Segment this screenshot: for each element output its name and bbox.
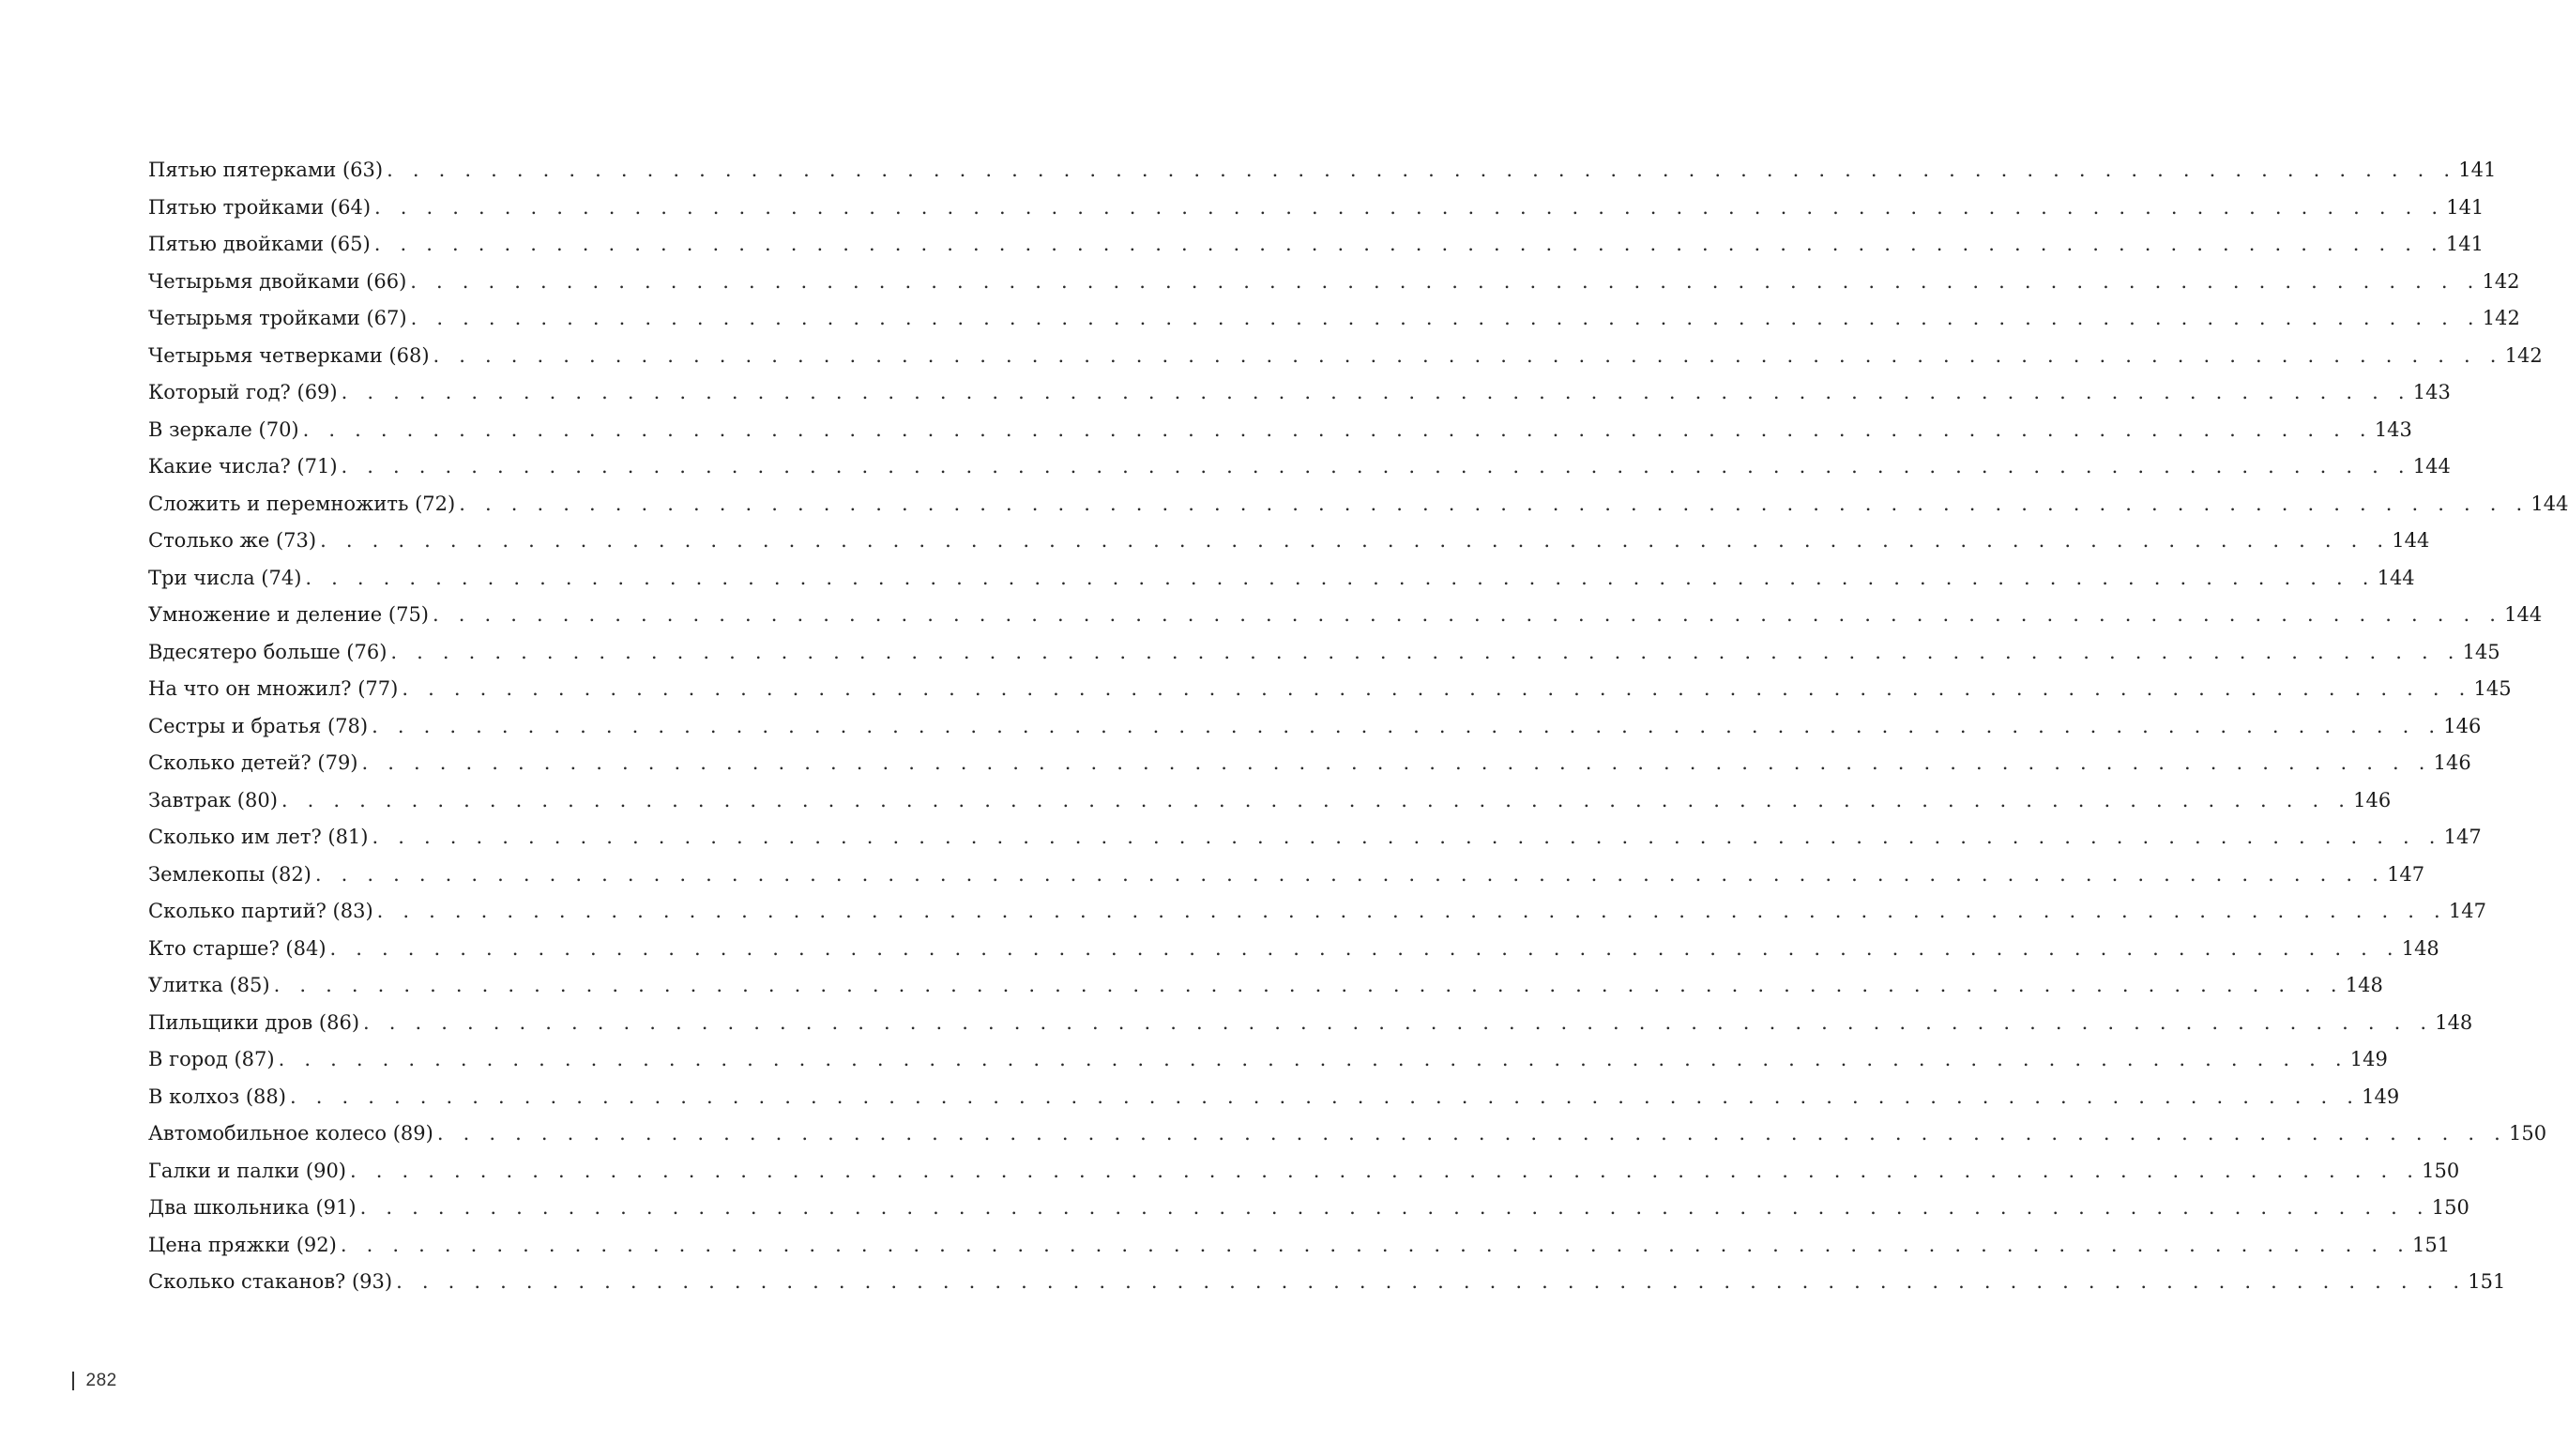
toc-entry-title: Пятью двойками (65) — [148, 233, 371, 255]
toc-entry — [148, 634, 2500, 672]
toc-entry — [148, 1227, 2451, 1265]
toc-dot-leader: . . . . . . . . . . . . . . . . . . . . . . . . . . . . . . . . . . . . . . . . . . . . . . . . . . . . . . . . . . . . . . . . . . . . . . . . . . . . . . . . — [359, 1196, 2430, 1219]
toc-entry-page: 144 — [2504, 603, 2543, 626]
toc-entry-title: В колхоз (88) — [148, 1084, 286, 1108]
toc-entry-page: 141 — [2446, 195, 2484, 219]
toc-dot-leader: . . . . . . . . . . . . . . . . . . . . . . . . . . . . . . . . . . . . . . . . . . . . . . . . . . . . . . . . . . . . . . . . . . . . . . . . . . . . . . . . — [372, 714, 2442, 737]
toc-entry-title: Автомобильное колесо (89) — [148, 1122, 433, 1145]
toc-dot-leader: . . . . . . . . . . . . . . . . . . . . . . . . . . . . . . . . . . . . . . . . . . . . . . . . . . . . . . . . . . . . . . . . . . . . . . . . . . . . . . . . — [363, 1010, 2434, 1034]
toc-entry-title: Галки и палки (90) — [148, 1159, 346, 1182]
toc-entry-title: Землекопы (82) — [148, 862, 312, 886]
toc-entry — [148, 1005, 2473, 1042]
toc-entry-page: 141 — [2445, 233, 2484, 255]
toc-entry — [148, 1153, 2460, 1191]
toc-entry-title: Четырьмя тройками (67) — [148, 307, 407, 329]
toc-dot-leader: . . . . . . . . . . . . . . . . . . . . . . . . . . . . . . . . . . . . . . . . . . . . . . . . . . . . . . . . . . . . . . . . . . . . . . . . . . . . . . . . — [281, 788, 2352, 811]
toc-entry-page: 151 — [2468, 1270, 2506, 1293]
toc-entry — [148, 967, 2383, 1005]
toc-entry-title: В город (87) — [148, 1048, 275, 1070]
toc-entry — [148, 338, 2543, 375]
toc-entry — [148, 190, 2484, 227]
toc-entry — [148, 708, 2482, 746]
toc-entry — [148, 1079, 2400, 1116]
toc-entry — [148, 782, 2392, 820]
toc-dot-leader: . . . . . . . . . . . . . . . . . . . . . . . . . . . . . . . . . . . . . . . . . . . . . . . . . . . . . . . . . . . . . . . . . . . . . . . . . . . . . . . . — [372, 826, 2442, 848]
toc-entry-page: 151 — [2412, 1233, 2451, 1256]
toc-entry — [148, 374, 2451, 412]
toc-entry-title: Сколько детей? (79) — [148, 751, 358, 774]
toc-entry-title: Четырьмя четверками (68) — [148, 343, 430, 367]
toc-entry-title: В зеркале (70) — [148, 417, 299, 441]
toc-entry-title: На что он множил? (77) — [148, 677, 399, 700]
toc-dot-leader: . . . . . . . . . . . . . . . . . . . . . . . . . . . . . . . . . . . . . . . . . . . . . . . . . . . . . . . . . . . . . . . . . . . . . . . . . . . . . . . . — [329, 936, 2400, 960]
toc-entry-page: 144 — [2392, 529, 2430, 552]
toc-entry-title: Завтрак (80) — [148, 788, 278, 811]
toc-entry-title: Который год? (69) — [148, 381, 338, 403]
toc-entry-page: 150 — [2509, 1122, 2547, 1145]
toc-entry-title: Столько же (73) — [148, 529, 317, 552]
toc-entry-page: 143 — [2374, 417, 2412, 441]
toc-entry-page: 149 — [2362, 1084, 2400, 1108]
toc-dot-leader: . . . . . . . . . . . . . . . . . . . . . . . . . . . . . . . . . . . . . . . . . . . . . . . . . . . . . . . . . . . . . . . . . . . . . . . . . . . . . . . . — [373, 233, 2444, 255]
toc-entry-title: Сколько им лет? (81) — [148, 826, 369, 848]
table-of-contents — [148, 152, 2568, 1301]
toc-entry — [148, 857, 2425, 894]
toc-entry-page: 149 — [2349, 1048, 2388, 1070]
toc-entry-page: 146 — [2443, 714, 2482, 737]
toc-entry — [148, 486, 2568, 523]
toc-dot-leader: . . . . . . . . . . . . . . . . . . . . . . . . . . . . . . . . . . . . . . . . . . . . . . . . . . . . . . . . . . . . . . . . . . . . . . . . . . . . . . . . — [396, 1270, 2467, 1293]
toc-dot-leader: . . . . . . . . . . . . . . . . . . . . . . . . . . . . . . . . . . . . . . . . . . . . . . . . . . . . . . . . . . . . . . . . . . . . . . . . . . . . . . . . — [390, 640, 2461, 663]
toc-entry-page: 147 — [2443, 826, 2482, 848]
toc-dot-leader: . . . . . . . . . . . . . . . . . . . . . . . . . . . . . . . . . . . . . . . . . . . . . . . . . . . . . . . . . . . . . . . . . . . . . . . . . . . . . . . . — [302, 417, 2373, 441]
toc-entry-page: 150 — [2422, 1159, 2460, 1182]
toc-entry-title: Умножение и деление (75) — [148, 603, 429, 626]
toc-entry-title: Три числа (74) — [148, 566, 302, 589]
toc-entry — [148, 448, 2451, 486]
toc-entry-title: Сестры и братья (78) — [148, 714, 369, 737]
toc-dot-leader: . . . . . . . . . . . . . . . . . . . . . . . . . . . . . . . . . . . . . . . . . . . . . . . . . . . . . . . . . . . . . . . . . . . . . . . . . . . . . . . . — [289, 1084, 2361, 1108]
toc-entry-title: Цена пряжки (92) — [148, 1233, 337, 1256]
toc-dot-leader: . . . . . . . . . . . . . . . . . . . . . . . . . . . . . . . . . . . . . . . . . . . . . . . . . . . . . . . . . . . . . . . . . . . . . . . . . . . . . . . . — [433, 603, 2503, 626]
toc-entry-title: Пятью пятерками (63) — [148, 159, 384, 181]
toc-dot-leader: . . . . . . . . . . . . . . . . . . . . . . . . . . . . . . . . . . . . . . . . . . . . . . . . . . . . . . . . . . . . . . . . . . . . . . . . . . . . . . . . — [402, 677, 2472, 700]
toc-entry-title: Кто старше? (84) — [148, 936, 327, 960]
toc-entry-page: 141 — [2458, 159, 2497, 181]
toc-entry-title: Четырьмя двойками (66) — [148, 269, 407, 293]
toc-dot-leader: . . . . . . . . . . . . . . . . . . . . . . . . . . . . . . . . . . . . . . . . . . . . . . . . . . . . . . . . . . . . . . . . . . . . . . . . . . . . . . . . — [459, 492, 2530, 515]
toc-entry-page: 148 — [2345, 974, 2383, 996]
toc-entry-page: 144 — [2530, 492, 2568, 515]
toc-entry-title: Улитка (85) — [148, 974, 270, 996]
toc-dot-leader: . . . . . . . . . . . . . . . . . . . . . . . . . . . . . . . . . . . . . . . . . . . . . . . . . . . . . . . . . . . . . . . . . . . . . . . . . . . . . . . . — [436, 1122, 2508, 1145]
toc-dot-leader: . . . . . . . . . . . . . . . . . . . . . . . . . . . . . . . . . . . . . . . . . . . . . . . . . . . . . . . . . . . . . . . . . . . . . . . . . . . . . . . . — [305, 566, 2376, 589]
toc-dot-leader: . . . . . . . . . . . . . . . . . . . . . . . . . . . . . . . . . . . . . . . . . . . . . . . . . . . . . . . . . . . . . . . . . . . . . . . . . . . . . . . . — [374, 195, 2445, 219]
page-footer — [72, 1369, 117, 1393]
toc-entry — [148, 1264, 2506, 1301]
toc-entry — [148, 1115, 2547, 1153]
toc-dot-leader: . . . . . . . . . . . . . . . . . . . . . . . . . . . . . . . . . . . . . . . . . . . . . . . . . . . . . . . . . . . . . . . . . . . . . . . . . . . . . . . . — [273, 974, 2344, 996]
toc-entry — [148, 226, 2484, 264]
toc-entry-page: 146 — [2433, 751, 2471, 774]
toc-entry-page: 142 — [2482, 307, 2520, 329]
toc-dot-leader: . . . . . . . . . . . . . . . . . . . . . . . . . . . . . . . . . . . . . . . . . . . . . . . . . . . . . . . . . . . . . . . . . . . . . . . . . . . . . . . . — [278, 1048, 2348, 1070]
toc-entry-title: Сколько партий? (83) — [148, 900, 373, 922]
toc-entry-page: 142 — [2504, 343, 2543, 367]
toc-entry-page: 145 — [2462, 640, 2500, 663]
toc-entry — [148, 1041, 2388, 1079]
toc-entry — [148, 412, 2412, 449]
toc-entry-page: 143 — [2412, 381, 2451, 403]
toc-entry — [148, 300, 2520, 338]
toc-dot-leader: . . . . . . . . . . . . . . . . . . . . . . . . . . . . . . . . . . . . . . . . . . . . . . . . . . . . . . . . . . . . . . . . . . . . . . . . . . . . . . . . — [433, 343, 2503, 367]
toc-entry — [148, 152, 2497, 190]
toc-entry — [148, 560, 2415, 598]
toc-entry — [148, 597, 2543, 634]
toc-entry-page: 142 — [2482, 269, 2520, 293]
toc-dot-leader: . . . . . . . . . . . . . . . . . . . . . . . . . . . . . . . . . . . . . . . . . . . . . . . . . . . . . . . . . . . . . . . . . . . . . . . . . . . . . . . . — [387, 159, 2457, 181]
toc-entry — [148, 264, 2520, 301]
toc-entry-title: Пильщики дров (86) — [148, 1010, 360, 1034]
toc-dot-leader: . . . . . . . . . . . . . . . . . . . . . . . . . . . . . . . . . . . . . . . . . . . . . . . . . . . . . . . . . . . . . . . . . . . . . . . . . . . . . . . . — [340, 1233, 2411, 1256]
toc-dot-leader: . . . . . . . . . . . . . . . . . . . . . . . . . . . . . . . . . . . . . . . . . . . . . . . . . . . . . . . . . . . . . . . . . . . . . . . . . . . . . . . . — [376, 900, 2447, 922]
toc-dot-leader: . . . . . . . . . . . . . . . . . . . . . . . . . . . . . . . . . . . . . . . . . . . . . . . . . . . . . . . . . . . . . . . . . . . . . . . . . . . . . . . . — [314, 862, 2386, 886]
toc-entry-page: 144 — [2377, 566, 2415, 589]
toc-entry-title: Вдесятеро больше (76) — [148, 640, 387, 663]
toc-entry-page: 147 — [2448, 900, 2486, 922]
toc-entry-page: 147 — [2387, 862, 2425, 886]
toc-dot-leader: . . . . . . . . . . . . . . . . . . . . . . . . . . . . . . . . . . . . . . . . . . . . . . . . . . . . . . . . . . . . . . . . . . . . . . . . . . . . . . . . — [341, 455, 2411, 478]
toc-entry — [148, 523, 2430, 560]
toc-dot-leader: . . . . . . . . . . . . . . . . . . . . . . . . . . . . . . . . . . . . . . . . . . . . . . . . . . . . . . . . . . . . . . . . . . . . . . . . . . . . . . . . — [410, 269, 2481, 293]
toc-entry-title: Два школьника (91) — [148, 1196, 357, 1219]
toc-dot-leader: . . . . . . . . . . . . . . . . . . . . . . . . . . . . . . . . . . . . . . . . . . . . . . . . . . . . . . . . . . . . . . . . . . . . . . . . . . . . . . . . — [350, 1159, 2421, 1182]
toc-entry-title: Какие числа? (71) — [148, 455, 338, 478]
toc-entry — [148, 1190, 2469, 1227]
toc-entry-title: Сколько стаканов? (93) — [148, 1270, 393, 1293]
footer-divider — [72, 1372, 74, 1390]
toc-entry — [148, 819, 2482, 857]
toc-entry-title: Сложить и перемножить (72) — [148, 492, 456, 515]
toc-entry-page: 144 — [2412, 455, 2451, 478]
page-number: 282 — [85, 1371, 117, 1390]
toc-entry-page: 148 — [2435, 1010, 2473, 1034]
toc-dot-leader: . . . . . . . . . . . . . . . . . . . . . . . . . . . . . . . . . . . . . . . . . . . . . . . . . . . . . . . . . . . . . . . . . . . . . . . . . . . . . . . . — [341, 381, 2411, 403]
toc-dot-leader: . . . . . . . . . . . . . . . . . . . . . . . . . . . . . . . . . . . . . . . . . . . . . . . . . . . . . . . . . . . . . . . . . . . . . . . . . . . . . . . . — [410, 307, 2481, 329]
toc-entry-page: 145 — [2473, 677, 2512, 700]
toc-entry-page: 150 — [2431, 1196, 2469, 1219]
toc-dot-leader: . . . . . . . . . . . . . . . . . . . . . . . . . . . . . . . . . . . . . . . . . . . . . . . . . . . . . . . . . . . . . . . . . . . . . . . . . . . . . . . . — [361, 751, 2432, 774]
toc-entry — [148, 671, 2512, 708]
toc-entry-title: Пятью тройками (64) — [148, 195, 372, 219]
toc-entry — [148, 893, 2486, 931]
toc-entry-page: 146 — [2353, 788, 2392, 811]
toc-entry — [148, 745, 2471, 782]
toc-entry — [148, 931, 2439, 968]
toc-dot-leader: . . . . . . . . . . . . . . . . . . . . . . . . . . . . . . . . . . . . . . . . . . . . . . . . . . . . . . . . . . . . . . . . . . . . . . . . . . . . . . . . — [320, 529, 2391, 552]
toc-entry-page: 148 — [2401, 936, 2439, 960]
